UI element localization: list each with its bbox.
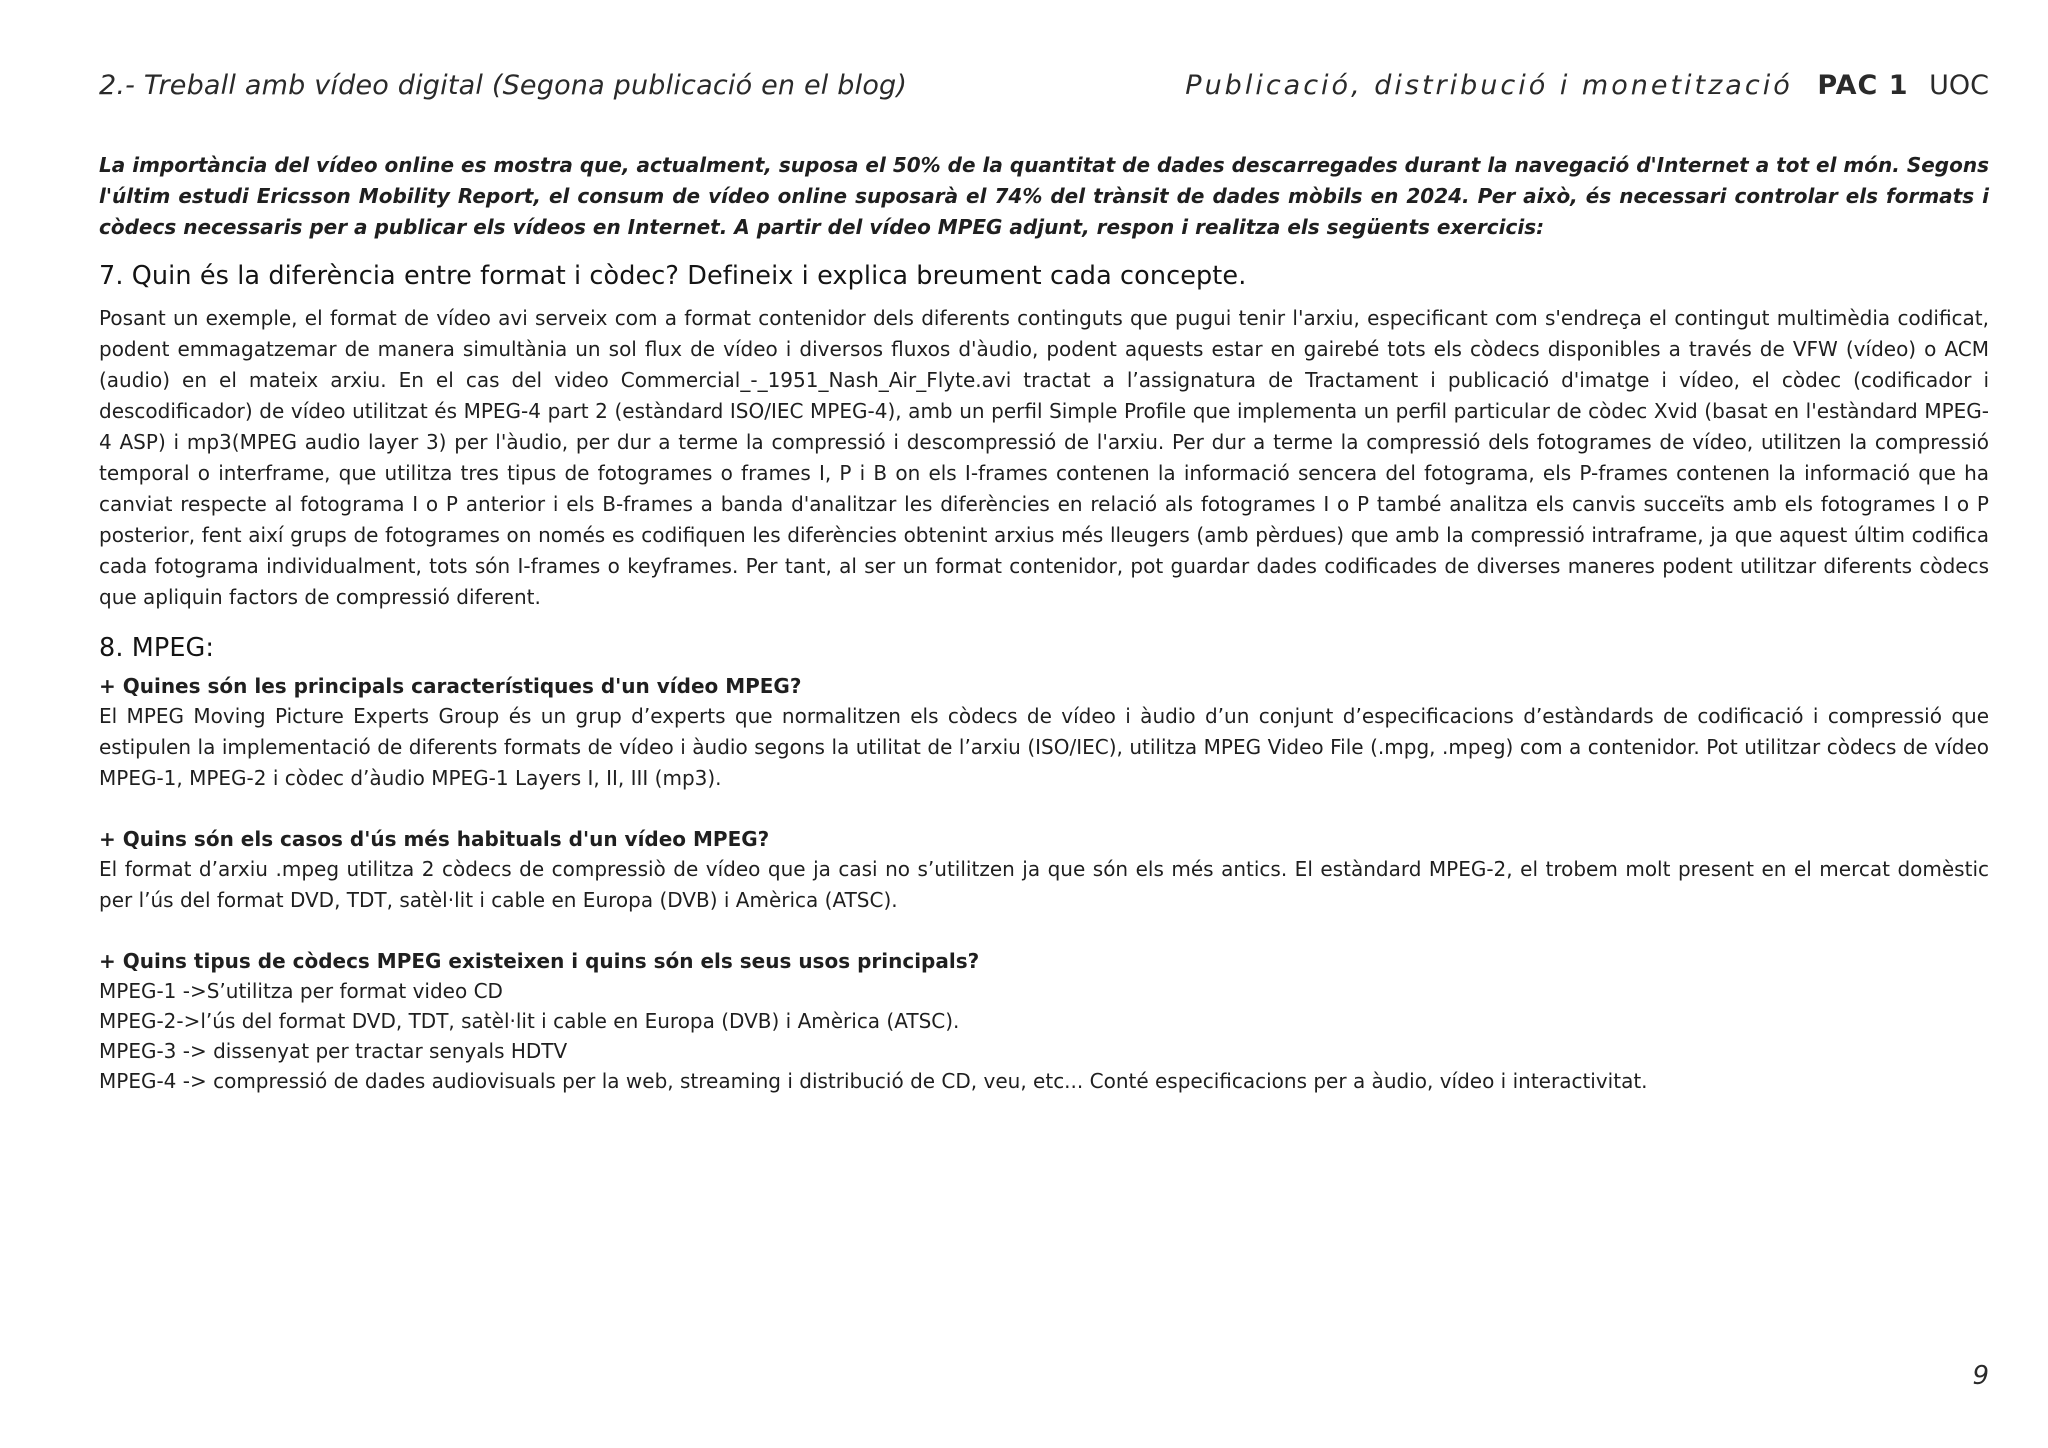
spacer bbox=[99, 916, 1989, 946]
page-content bbox=[99, 150, 1989, 1096]
spacer bbox=[99, 794, 1989, 824]
page-number: 9 bbox=[1972, 1361, 1989, 1391]
header-pac-label: PAC 1 bbox=[1817, 70, 1909, 101]
question-characteristics: + Quines són les principals característiques d'un vídeo MPEG? bbox=[99, 674, 802, 698]
question-use-cases: + Quins són els casos d'ús més habituals d'un vídeo MPEG? bbox=[99, 827, 770, 851]
section-8-heading: 8. MPEG: bbox=[99, 633, 215, 663]
header-institution: UOC bbox=[1929, 70, 1989, 101]
answer-use-cases: El format d’arxiu .mpeg utilitza 2 còdecs de compressiò de vídeo que ja casi no s’utilitzen ja que són els més antics. El estàndard MPEG-2, el trobem molt present en el mercat domèstic per l’ús del format DVD, TDT, satèl·lit i cable en Europa (DVB) i Amèrica (ATSC). bbox=[99, 857, 1989, 912]
document-page bbox=[99, 0, 1989, 1448]
header-course-name: Publicació, distribució i monetització bbox=[1185, 70, 1793, 101]
header-title: 2.- Treball amb vídeo digital (Segona publicació en el blog) bbox=[99, 70, 908, 101]
question-codec-types: + Quins tipus de còdecs MPEG existeixen i quins són els seus usos principals? bbox=[99, 949, 980, 973]
intro-paragraph: La importància del vídeo online es mostra que, actualment, suposa el 50% de la quantitat de dades descarregades durant la navegació d'Internet a tot el món. Segons l'últim estudi Ericsson Mobility Report, el consum de vídeo online suposarà el 74% del trànsit de dades mòbils en 2024. Per això, és necessari controlar els formats i còdecs necessaris per a publicar els vídeos en Internet. A partir del vídeo MPEG adjunt, respon i realitza els següents exercicis: bbox=[99, 153, 1989, 239]
codec-list-item: MPEG-1 ->S’utilitza per format video CD bbox=[99, 979, 503, 1003]
page-header bbox=[99, 70, 1989, 110]
answer-characteristics: El MPEG Moving Picture Experts Group és un grup d’experts que normalitzen els còdecs de vídeo i àudio d’un conjunt d’especificacions d’estàndards de codificació i compressió que estipulen la implementació de diferents formats de vídeo i àudio segons la utilitat de l’arxiu (ISO/IEC), utilitza MPEG Video File (.mpg, .mpeg) com a contenidor. Pot utilitzar còdecs de vídeo MPEG-1, MPEG-2 i còdec d’àudio MPEG-1 Layers I, II, III (mp3). bbox=[99, 704, 1989, 790]
codec-list-item: MPEG-3 -> dissenyat per tractar senyals HDTV bbox=[99, 1039, 568, 1063]
header-course-info bbox=[1185, 70, 1989, 101]
codec-list-item: MPEG-4 -> compressió de dades audiovisuals per la web, streaming i distribució de CD, veu, etc... Conté especificacions per a àudio, vídeo i interactivitat. bbox=[99, 1069, 1648, 1093]
codec-list-item: MPEG-2->l’ús del format DVD, TDT, satèl·lit i cable en Europa (DVB) i Amèrica (ATSC). bbox=[99, 1009, 960, 1033]
section-7-body: Posant un exemple, el format de vídeo avi serveix com a format contenidor dels diferents continguts que pugui tenir l'arxiu, especificant com s'endreça el contingut multimèdia codificat, podent emmagatzemar de manera simultània un sol flux de vídeo i diversos fluxos d'àudio, podent aquests estar en gairebé tots els còdecs disponibles a través de VFW (vídeo) o ACM (audio) en el mateix arxiu. En el cas del video Commercial_-_1951_Nash_Air_Flyte.avi tractat a l’assignatura de Tractament i publicació d'imatge i vídeo, el còdec (codificador i descodificador) de vídeo utilitzat és MPEG-4 part 2 (estàndard ISO/IEC MPEG-4), amb un perfil Simple Profile que implementa un perfil particular de còdec Xvid (basat en l'estàndard MPEG-4 ASP) i mp3(MPEG audio layer 3) per l'àudio, per dur a terme la compressió i descompressió de l'arxiu. Per dur a terme la compressió dels fotogrames de vídeo, utilitzen la compressió temporal o interframe, que utilitza tres tipus de fotogrames o frames I, P i B on els I-frames contenen la informació sencera del fotograma, els P-frames contenen la informació que ha canviat respecte al fotograma I o P anterior i els B-frames a banda d'analitzar les diferències en relació als fotogrames I o P també analitza els canvis succeïts amb els fotogrames I o P posterior, fent així grups de fotogrames on només es codifiquen les diferències obtenint arxius més lleugers (amb pèrdues) que amb la compressió intraframe, ja que aquest últim codifica cada fotograma individualment, tots són I-frames o keyframes. Per tant, al ser un format contenidor, pot guardar dades codificades de diverses maneres podent utilitzar diferents còdecs que apliquin factors de compressió diferent. bbox=[99, 306, 1989, 609]
section-7-heading: 7. Quin és la diferència entre format i còdec? Defineix i explica breument cada concepte. bbox=[99, 261, 1247, 291]
